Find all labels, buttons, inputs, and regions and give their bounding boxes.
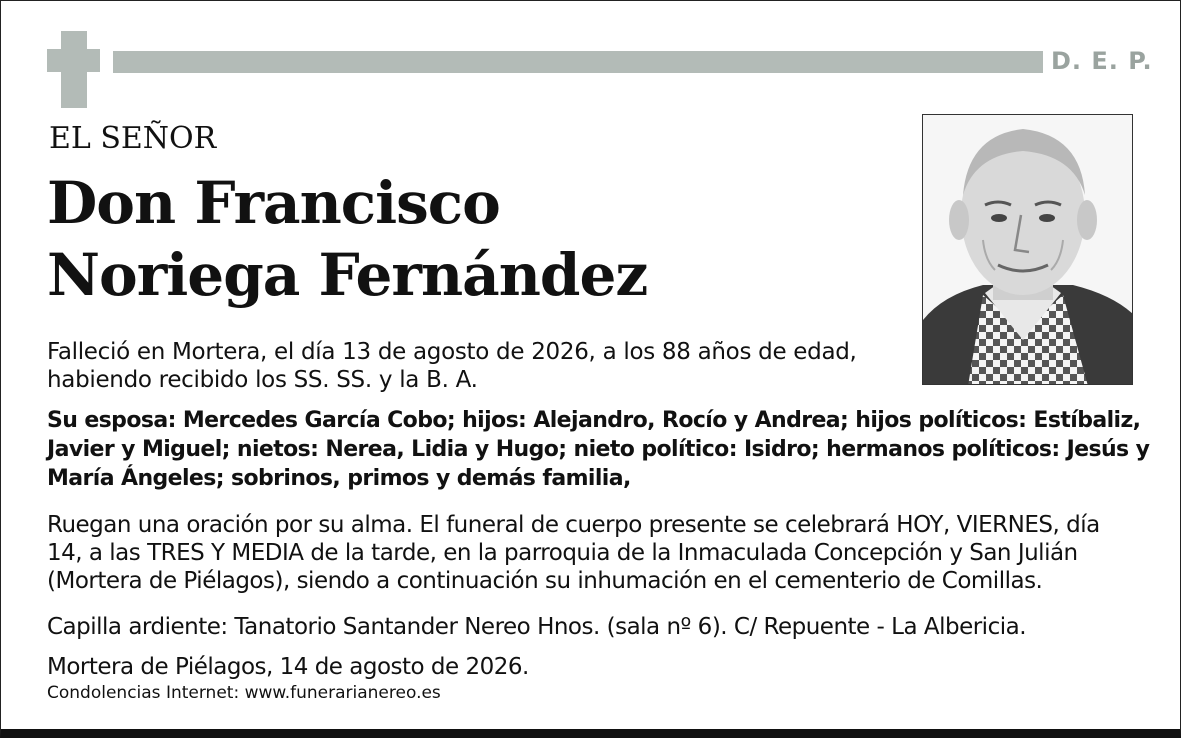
portrait-photo [922,114,1133,385]
header-rule [113,51,1043,73]
funeral-line-2: 14, a las TRES Y MEDIA de la tarde, en la parroquia de la Inmaculada Concepción y San Julián [47,540,1078,566]
funeral-line-3: (Mortera de Piélagos), siendo a continuación su inhumación en el cementerio de Comillas. [47,568,1043,594]
cross-icon-horizontal [47,49,100,72]
portrait-image [923,115,1133,385]
condolences-link[interactable]: Condolencias Internet: www.funerarianereo.es [47,683,441,703]
name-line-2: Noriega Fernández [47,241,648,309]
deceased-name [47,167,647,311]
death-paragraph [47,338,907,394]
dep-label: D. E. P. [1051,47,1153,75]
name-line-1: Don Francisco [47,169,500,237]
funeral-paragraph [47,511,1147,595]
family-line-1: Su esposa: Mercedes García Cobo; hijos: Alejandro, Rocío y Andrea; hijos políticos: Estíbaliz, [47,408,1141,433]
title-prefix: EL SEÑOR [49,121,217,156]
place-date: Mortera de Piélagos, 14 de agosto de 2026. [47,654,529,680]
family-line-3: María Ángeles; sobrinos, primos y demás familia, [47,466,631,491]
death-line-2: habiendo recibido los SS. SS. y la B. A. [47,367,478,393]
death-line-1: Falleció en Mortera, el día 13 de agosto de 2026, a los 88 años de edad, [47,339,857,365]
funeral-line-1: Ruegan una oración por su alma. El funeral de cuerpo presente se celebrará HOY, VIERNES, día [47,512,1100,538]
chapel-paragraph: Capilla ardiente: Tanatorio Santander Nereo Hnos. (sala nº 6). C/ Repuente - La Albericia. [47,614,1027,640]
family-paragraph [47,406,1150,493]
family-line-2: Javier y Miguel; nietos: Nerea, Lidia y Hugo; nieto político: Isidro; hermanos políticos: Jesús y [47,437,1150,462]
